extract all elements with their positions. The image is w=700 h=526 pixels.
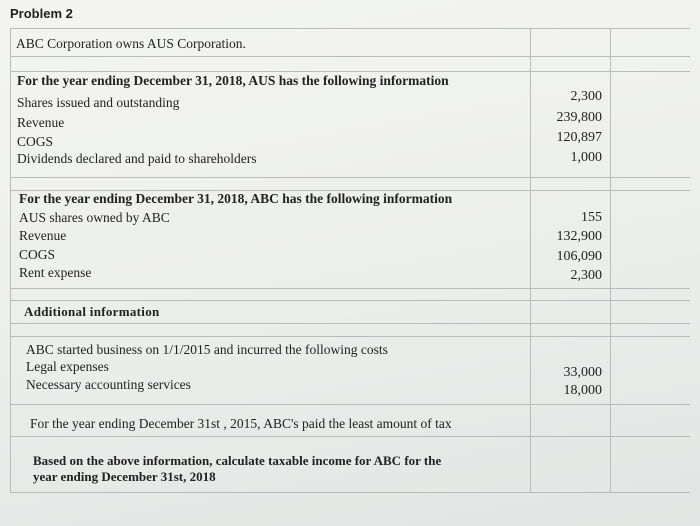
grid-line <box>530 28 531 492</box>
aus-row-label: Shares issued and outstanding <box>17 95 180 110</box>
grid-line <box>10 404 690 405</box>
aus-row-value: 1,000 <box>570 150 602 165</box>
additional-start-line: ABC started business on 1/1/2015 and incurred the following costs <box>26 342 388 357</box>
abc-row-value: 155 <box>581 210 602 225</box>
additional-row-value: 18,000 <box>563 383 602 398</box>
aus-row-value: 239,800 <box>556 110 602 125</box>
grid-line <box>10 177 690 178</box>
additional-row-value: 33,000 <box>563 365 602 380</box>
abc-row-label: Rent expense <box>19 265 92 280</box>
grid-line <box>610 28 611 492</box>
tax-note: For the year ending December 31st , 2015, ABC's paid the least amount of tax <box>30 416 452 431</box>
abc-row-label: AUS shares owned by ABC <box>19 210 170 225</box>
abc-heading: For the year ending December 31, 2018, ABC has the following information <box>19 191 453 206</box>
abc-row-value: 2,300 <box>570 268 602 283</box>
aus-row-value: 120,897 <box>556 130 602 145</box>
additional-row-label: Legal expenses <box>26 359 109 374</box>
aus-row-label: Dividends declared and paid to shareholders <box>17 151 257 166</box>
grid-line <box>10 492 690 493</box>
grid-line <box>10 336 690 337</box>
aus-row-label: Revenue <box>17 115 65 130</box>
grid-line <box>10 288 690 289</box>
aus-heading: For the year ending December 31, 2018, AUS has the following information <box>17 73 449 88</box>
abc-row-label: Revenue <box>19 228 67 243</box>
additional-heading: Additional information <box>24 304 160 319</box>
grid-line <box>10 300 690 301</box>
aus-row-value: 2,300 <box>570 89 602 104</box>
abc-row-value: 106,090 <box>556 249 602 264</box>
grid-line <box>10 323 690 324</box>
abc-row-label: COGS <box>19 247 56 262</box>
grid-line <box>10 436 690 437</box>
aus-row-label: COGS <box>17 134 54 149</box>
grid-line <box>10 28 11 492</box>
grid-line <box>10 28 690 29</box>
additional-row-label: Necessary accounting services <box>26 377 191 392</box>
intro-text: ABC Corporation owns AUS Corporation. <box>16 36 246 51</box>
question-line-2: year ending December 31st, 2018 <box>33 469 216 484</box>
grid-line <box>10 56 690 57</box>
abc-row-value: 132,900 <box>556 229 602 244</box>
problem-title: Problem 2 <box>10 6 73 21</box>
grid-line <box>10 71 690 72</box>
question-line-1: Based on the above information, calculate taxable income for ABC for the <box>33 453 442 468</box>
